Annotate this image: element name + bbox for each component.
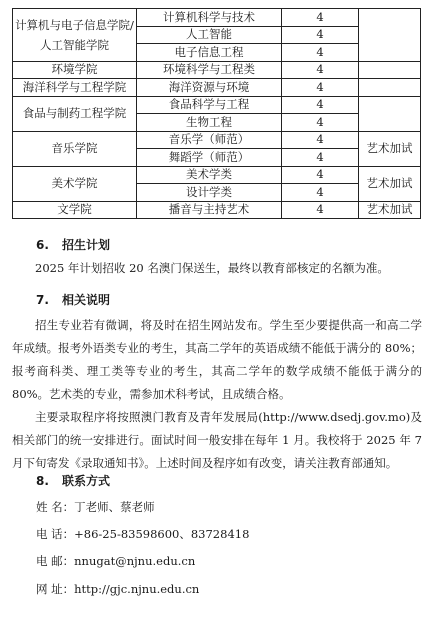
table-row	[13, 61, 421, 79]
college-cell: 文学院	[13, 201, 137, 219]
section-title: 联系方式	[62, 474, 111, 488]
major-cell: 人工智能	[137, 26, 282, 44]
section-7-paragraph-2: 主要录取程序将按照澳门教育及青年发展局(http://www.dsedj.gov.mo)及相关部门的统一安排进行。面试时间一般安排在每年 1 月。我校将于 2025 年 7 月下旬寄发《录取通知书》。上述时间及程序如有改变，请关注教育部通知。	[12, 410, 422, 470]
quota-cell: 4	[282, 96, 359, 114]
college-cell: 食品与制药工程学院	[13, 96, 137, 131]
section-title: 相关说明	[62, 293, 111, 307]
college-cell: 音乐学院	[13, 131, 137, 166]
section-7-paragraph-1: 招生专业若有微调，将及时在招生网站发布。学生至少要提供高一和高二学年成绩。报考外语类专业的考生，其高二学年的英语成绩不能低于满分的 80%；报考商科类、理工类等专业的考生，其高二学年的数学成绩不能低于满分的 80%。艺术类的专业，需参加术科考试，且成绩合格。	[12, 318, 422, 401]
table-row	[13, 131, 421, 149]
note-cell: 艺术加试	[359, 201, 421, 219]
major-cell: 舞蹈学（师范）	[137, 149, 282, 167]
quota-cell: 4	[282, 131, 359, 149]
section-6-text: 2025 年计划招收 20 名澳门保送生，最终以教育部核定的名额为准。	[35, 261, 389, 275]
college-cell: 海洋科学与工程学院	[13, 79, 137, 97]
college-cell: 美术学院	[13, 166, 137, 201]
table-row	[13, 9, 421, 27]
major-cell: 食品科学与工程	[137, 96, 282, 114]
quota-cell: 4	[282, 61, 359, 79]
quota-cell: 4	[282, 149, 359, 167]
major-cell: 电子信息工程	[137, 44, 282, 62]
table-row	[13, 96, 421, 114]
major-cell: 生物工程	[137, 114, 282, 132]
section-number: 7.	[36, 293, 49, 307]
table-row	[13, 201, 421, 219]
major-cell: 海洋资源与环境	[137, 79, 282, 97]
note-cell	[359, 96, 421, 131]
majors-table	[12, 8, 421, 219]
section-number: 8.	[36, 474, 49, 488]
note-cell	[359, 9, 421, 62]
section-8-heading	[36, 472, 110, 489]
table-row	[13, 79, 421, 97]
college-cell: 环境学院	[13, 61, 137, 79]
contact-website: 网 址：http://gjc.njnu.edu.cn	[36, 582, 200, 596]
major-cell: 环境科学与工程类	[137, 61, 282, 79]
section-7-heading	[36, 291, 110, 308]
quota-cell: 4	[282, 44, 359, 62]
quota-cell: 4	[282, 114, 359, 132]
contact-name: 姓 名：丁老师、蔡老师	[36, 500, 155, 514]
major-cell: 美术学类	[137, 166, 282, 184]
note-cell: 艺术加试	[359, 131, 421, 166]
quota-cell: 4	[282, 166, 359, 184]
major-cell: 计算机科学与技术	[137, 9, 282, 27]
note-cell: 艺术加试	[359, 166, 421, 201]
quota-cell: 4	[282, 26, 359, 44]
college-cell: 计算机与电子信息学院/人工智能学院	[13, 9, 137, 62]
quota-cell: 4	[282, 201, 359, 219]
section-title: 招生计划	[62, 238, 111, 252]
section-6-heading	[36, 236, 110, 253]
major-cell: 播音与主持艺术	[137, 201, 282, 219]
contact-email: 电 邮：nnugat@njnu.edu.cn	[36, 554, 196, 568]
table-row	[13, 166, 421, 184]
note-cell	[359, 79, 421, 97]
section-number: 6.	[36, 238, 49, 252]
quota-cell: 4	[282, 79, 359, 97]
major-cell: 音乐学（师范）	[137, 131, 282, 149]
note-cell	[359, 61, 421, 79]
major-cell: 设计学类	[137, 184, 282, 202]
contact-phone: 电 话：+86-25-83598600、83728418	[36, 527, 250, 541]
quota-cell: 4	[282, 184, 359, 202]
quota-cell: 4	[282, 9, 359, 27]
